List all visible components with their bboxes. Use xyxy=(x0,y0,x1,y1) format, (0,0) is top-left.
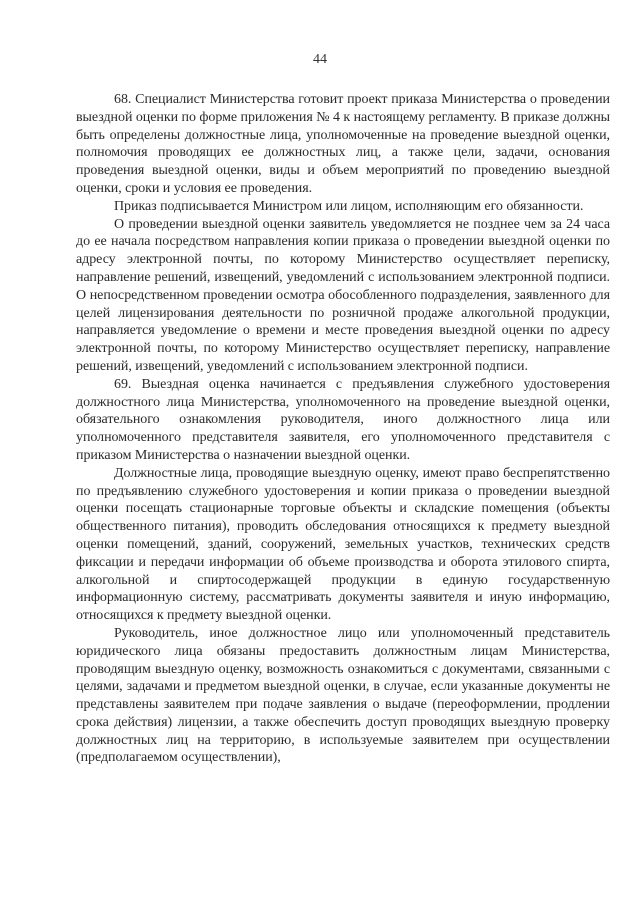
paragraph-68: 68. Специалист Министерства готовит проект приказа Министерства о проведении выездной оценки по форме приложения № 4 к настоящему регламенту. В приказе должны быть определены должностные лица, уполномоченные на проведение выездной оценки, полномочия проводящих ее должностных лиц, а также цели, задачи, основания проведения выездной оценки, виды и объем мероприятий по проведению выездной оценки, сроки и условия ее проведения. xyxy=(76,92,610,196)
paragraph-order-signing: Приказ подписывается Министром или лицом, исполняющим его обязанности. xyxy=(114,198,584,214)
paragraph-manager-obligations: Руководитель, иное должностное лицо или уполномоченный представитель юридического лица обязаны предоставить должностным лицам Министерства, проводящим выездную оценку, возможность ознакомиться с документами, связанными с целями, задачами и предметом выездной оценки, в случае, если указанные документы не представлены заявителем при подаче заявления о выдаче (переоформлении, продлении срока действия) лицензии, а также обеспечить доступ проводящих выездную проверку должностных лиц на территорию, в используемые заявителем при осуществлении (предполагаемом осуществлении), xyxy=(76,625,610,766)
paragraph-notification: О проведении выездной оценки заявитель уведомляется не позднее чем за 24 часа до ее начала посредством направления копии приказа о проведении выездной оценки по адресу электронной почты, по которому Министерство осуществляет переписку, направление решений, извещений, уведомлений с использованием электронной подписи. О непосредственном проведении осмотра обособленного подразделения, заявленного для целей лицензирования деятельности по розничной продаже алкогольной продукции, направляется уведомление о времени и месте проведения выездной оценки по адресу электронной почты, по которому Министерство осуществляет переписку, направление решений, извещений, уведомлений с использованием электронной подписи. xyxy=(76,216,610,374)
page-number: 44 xyxy=(313,52,327,67)
paragraph-officials-rights: Должностные лица, проводящие выездную оценку, имеют право беспрепятственно по предъявлению служебного удостоверения и копии приказа о проведении выездной оценки посещать стационарные торговые объекты и складские помещения (объекты общественного питания), проводить обследования относящихся к предмету выездной оценки помещений, зданий, сооружений, земельных участков, технических средств фиксации и передачи информации об объеме производства и оборота этилового спирта, алкогольной и спиртосодержащей продукции в единую государственную информационную систему, рассматривать документы заявителя и иную информацию, относящихся к предмету выездной оценки. xyxy=(76,465,610,624)
paragraph-69: 69. Выездная оценка начинается с предъявления служебного удостоверения должностного лица Министерства, уполномоченного на проведение выездной оценки, обязательного ознакомления руководителя, иного должностного лица или уполномоченного представителя заявителя, его уполномоченного представителя с приказом Министерства о назначении выездной оценки. xyxy=(76,376,610,463)
document-body xyxy=(76,91,610,767)
